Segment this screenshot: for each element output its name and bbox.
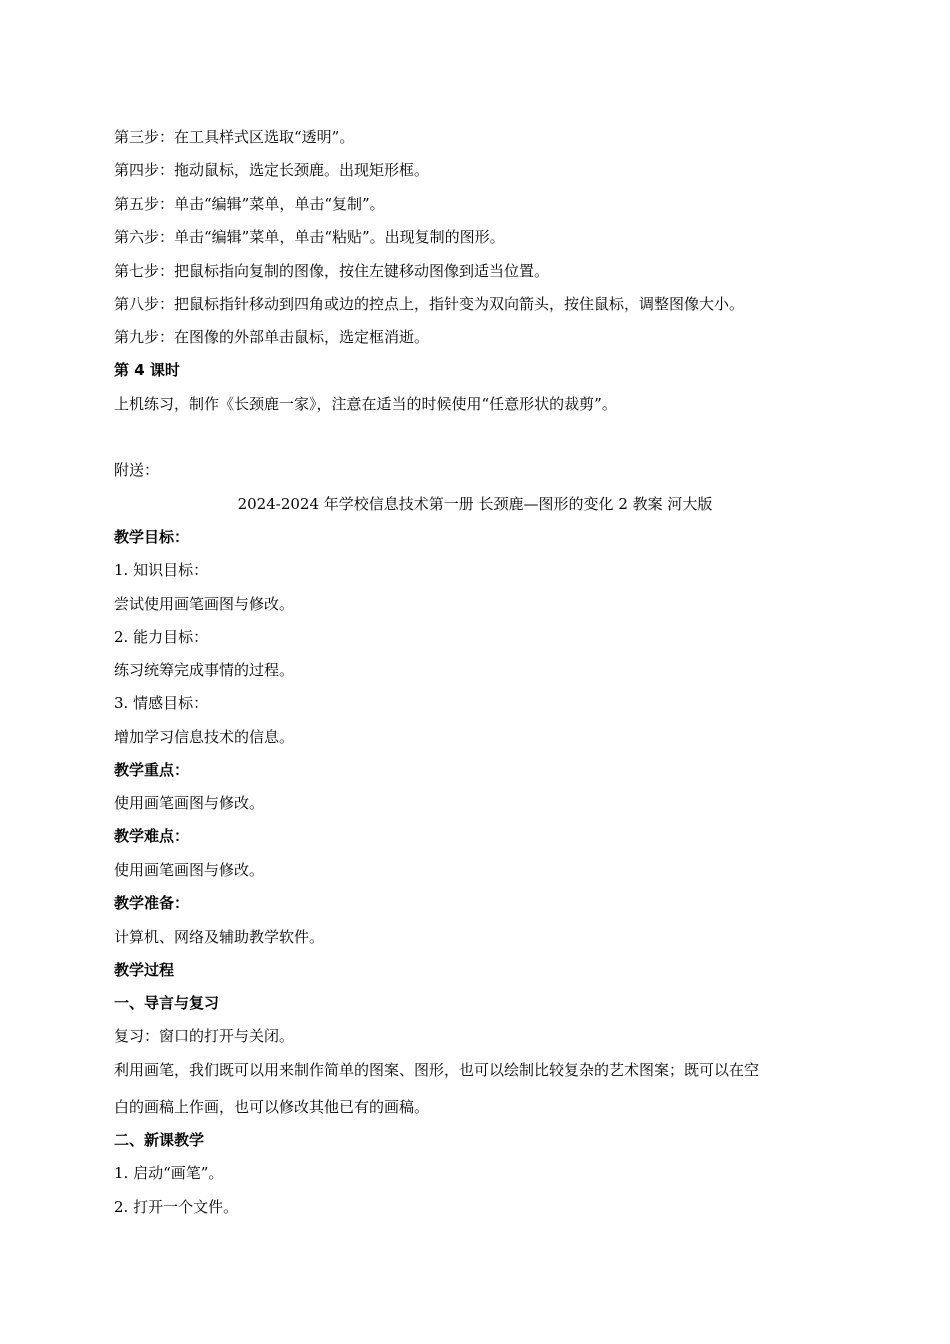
difficulty-heading: 教学难点： (114, 827, 190, 845)
part1-heading: 一、导言与复习 (114, 994, 220, 1012)
difficulty-text: 使用画笔画图与修改。 (114, 861, 265, 879)
list-item-1: 1. 启动“画笔”。 (114, 1164, 224, 1182)
appendix-label: 附送： (114, 461, 160, 479)
review-text: 复习：窗口的打开与关闭。 (114, 1027, 295, 1045)
goal1-label: 1. 知识目标： (114, 561, 209, 579)
paragraph-line-1: 利用画笔，我们既可以用来制作简单的图案、图形，也可以绘制比较复杂的艺术图案；既可以在空 (114, 1061, 760, 1079)
goal2-text: 练习统筹完成事情的过程。 (114, 661, 295, 679)
doc-title: 2024-2024 年学校信息技术第一册 长颈鹿—图形的变化 2 教案 河大版 (237, 495, 713, 513)
lesson4-text: 上机练习，制作《长颈鹿一家》，注意在适当的时候使用“任意形状的裁剪”。 (114, 395, 617, 413)
goal1-text: 尝试使用画笔画图与修改。 (114, 595, 295, 613)
list-item-2: 2. 打开一个文件。 (114, 1198, 239, 1216)
key-heading: 教学重点： (114, 761, 190, 779)
step-5: 第五步：单击“编辑”菜单，单击“复制”。 (114, 195, 385, 213)
step-6: 第六步：单击“编辑”菜单，单击“粘贴”。出现复制的图形。 (114, 228, 505, 246)
step-3: 第三步：在工具样式区选取“透明”。 (114, 128, 355, 146)
lesson4-heading: 第 4 课时 (114, 361, 180, 379)
prep-text: 计算机、网络及辅助教学软件。 (114, 928, 325, 946)
process-heading: 教学过程 (114, 961, 175, 979)
goal3-text: 增加学习信息技术的信息。 (114, 728, 295, 746)
goal2-label: 2. 能力目标： (114, 628, 209, 646)
key-text: 使用画笔画图与修改。 (114, 794, 265, 812)
step-7: 第七步：把鼠标指向复制的图像，按住左键移动图像到适当位置。 (114, 262, 550, 280)
step-9: 第九步：在图像的外部单击鼠标，选定框消逝。 (114, 328, 430, 346)
paragraph-line-2: 白的画稿上作画，也可以修改其他已有的画稿。 (114, 1098, 430, 1116)
goal3-label: 3. 情感目标： (114, 694, 209, 712)
prep-heading: 教学准备： (114, 894, 190, 912)
part2-heading: 二、新课教学 (114, 1131, 205, 1149)
step-8: 第八步：把鼠标指针移动到四角或边的控点上，指针变为双向箭头，按住鼠标，调整图像大小。 (114, 295, 745, 313)
step-4: 第四步：拖动鼠标，选定长颈鹿。出现矩形框。 (114, 161, 430, 179)
goals-heading: 教学目标： (114, 528, 190, 546)
